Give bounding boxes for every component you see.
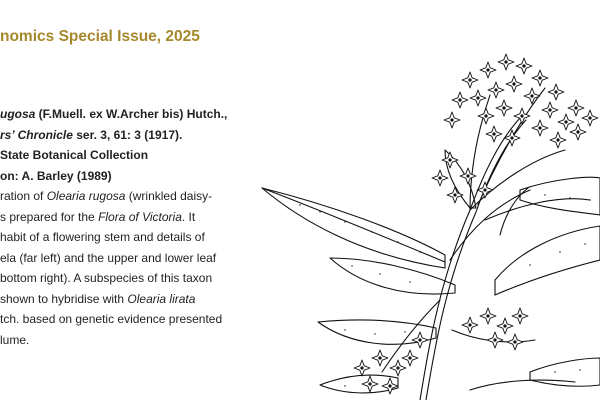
caption-text: . It — [181, 209, 196, 224]
caption-text: shown to hybridise with — [0, 291, 128, 306]
issue-header: nomics Special Issue, 2025 — [0, 28, 200, 45]
citation-line-1 — [0, 104, 262, 125]
caption-body-line: bottom right). A subspecies of this taxon — [0, 271, 213, 285]
caption-body-line: habit of a flowering stem and details of — [0, 230, 205, 244]
caption-text: s prepared for the — [0, 209, 99, 224]
taxon-mention: Olearia rugosa — [46, 189, 126, 203]
citation-line-2 — [0, 125, 262, 146]
taxon-mention: Olearia lirata — [127, 291, 196, 306]
caption-text: (wrinkled daisy- — [125, 189, 213, 203]
caption-body-line — [0, 186, 262, 207]
flora-title: Flora of Victoria — [98, 209, 182, 224]
journal-name: rs’ Chronicle — [0, 127, 73, 142]
figure-caption — [0, 104, 262, 350]
caption-body-line — [0, 289, 262, 310]
caption-body-line: lume. — [0, 332, 30, 347]
journal-reference: ser. 3, 61: 3 (1917). — [72, 127, 183, 142]
botanical-illustration — [240, 0, 600, 400]
taxon-name: ugosa — [0, 107, 36, 121]
illustration-credit: on: A. Barley (1989) — [0, 168, 112, 183]
caption-body-line: tch. based on genetic evidence presented — [0, 312, 223, 326]
taxon-author: (F.Muell. ex W.Archer bis) Hutch., — [35, 107, 228, 121]
caption-body-line — [0, 207, 262, 228]
caption-body-line: ela (far left) and the upper and lower leaf — [0, 250, 217, 265]
collection-line: State Botanical Collection — [0, 148, 149, 162]
caption-text: ration of — [0, 189, 47, 203]
